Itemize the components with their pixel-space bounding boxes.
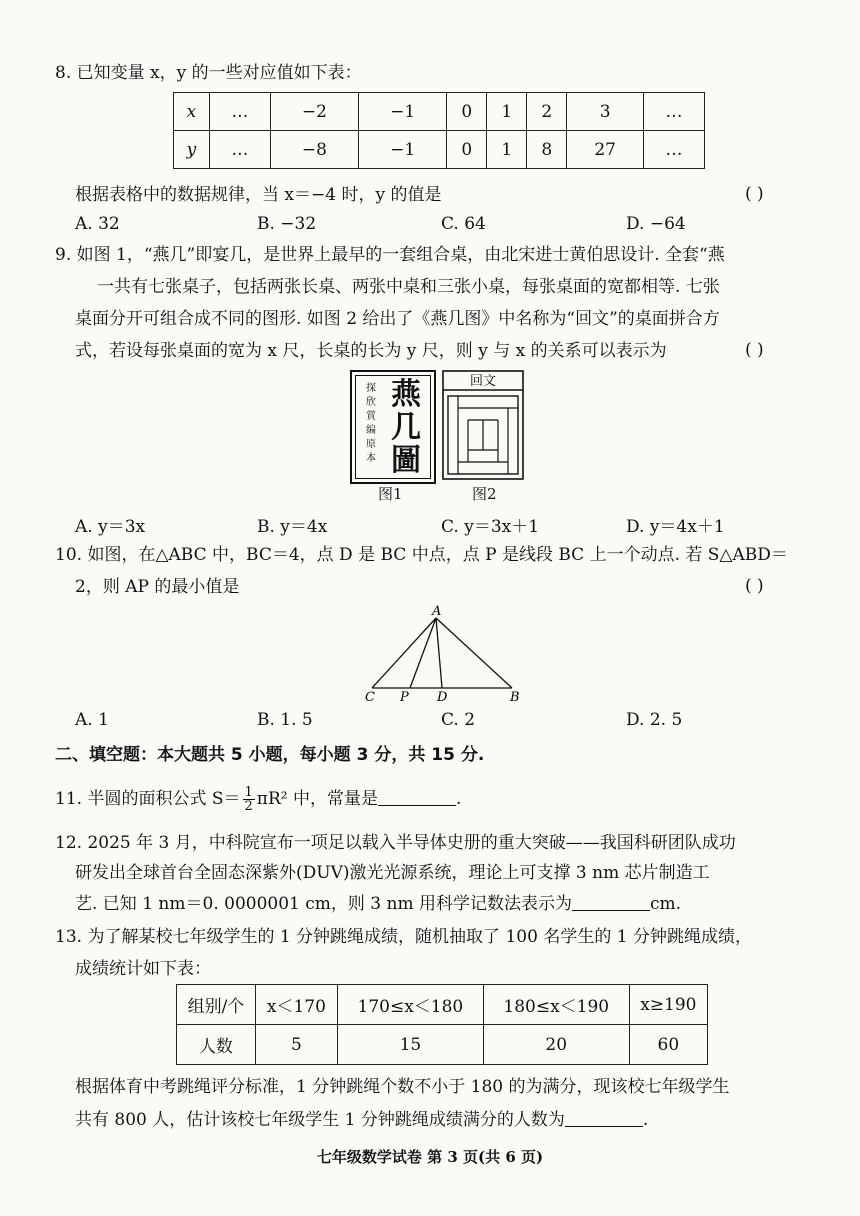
q13-table-count-cell: 5 (255, 1025, 337, 1065)
fig2-huiwen-diagram (442, 370, 524, 480)
q9-figure-1 (350, 370, 436, 484)
side-ab (436, 618, 512, 688)
q12-line3-end: cm. (649, 894, 682, 914)
q8-table-y-cell: … (644, 131, 705, 169)
q9-answer-paren: ( ) (745, 340, 764, 360)
fig1-small-char: 欣 (366, 397, 376, 408)
q10-options (75, 710, 795, 734)
q9-figure-1-caption: 图1 (378, 485, 403, 503)
fig1-big-char: 几 (391, 410, 421, 445)
q10-answer-paren: ( ) (745, 576, 764, 596)
q8-table-y-cell: 27 (567, 131, 644, 169)
q13-answer-blank[interactable] (565, 1108, 643, 1127)
q11-line (55, 784, 461, 814)
q11-frac-num: 1 (244, 785, 253, 800)
q11-answer-blank[interactable] (378, 787, 456, 806)
q12-line3: 艺. 已知 1 nm＝0. 0000001 cm，则 3 nm 用科学记数法表示为 (75, 894, 572, 914)
fig1-title-text (384, 378, 428, 477)
q8-options (75, 214, 795, 238)
q10-line1: 10. 如图，在△ABC 中，BC＝4，点 D 是 BC 中点，点 P 是线段 BC 上一个动点. 若 S△ABD＝ (55, 545, 788, 565)
q13-line1: 13. 为了解某校七年级学生的 1 分钟跳绳成绩，随机抽取了 100 名学生的 1 分钟跳绳成绩， (55, 927, 752, 947)
q8-table-x-cell: −1 (359, 93, 447, 131)
q8-option-a: A. 32 (75, 214, 120, 234)
q8-table-y-cell: 0 (447, 131, 487, 169)
q9-option-d: D. y＝4x＋1 (626, 517, 725, 537)
q13-table-count-cell: 60 (629, 1025, 707, 1065)
q10-triangle-figure (360, 600, 530, 706)
q9-option-c: C. y＝3x＋1 (441, 517, 540, 537)
q10-line2: 2，则 AP 的最小值是 (75, 577, 240, 597)
q8-table-x-cell: … (209, 93, 270, 131)
q9-figure-2-caption: 图2 (472, 485, 497, 503)
q8-table-y-cell: −1 (359, 131, 447, 169)
q8-table-x-cell: 3 (567, 93, 644, 131)
q13-table-header-cell: x＜170 (255, 985, 337, 1025)
q10-option-a: A. 1 (75, 710, 109, 730)
q9-figure-2 (442, 370, 524, 480)
q13-table-header-cell: 170≤x＜180 (337, 985, 483, 1025)
q13-end: . (642, 1110, 649, 1130)
q8-option-d: D. −64 (626, 214, 686, 234)
q8-table-x-cell: x (174, 93, 210, 131)
q13-table-header-cell: x≥190 (629, 985, 707, 1025)
fig1-big-char: 圖 (391, 443, 421, 478)
q8-table-y-cell: −8 (270, 131, 358, 169)
q9-line1: 9. 如图 1，“燕几”即宴几，是世界上最早的一套组合桌，由北宋进士黄伯思设计. 全套“燕 (55, 245, 725, 265)
side-ac (372, 618, 436, 688)
q8-table-y-cell: y (174, 131, 210, 169)
q8-table-x-cell: −2 (270, 93, 358, 131)
q10-option-b: B. 1. 5 (257, 710, 313, 730)
section-2-heading: 二、填空题：本大题共 5 小题，每小题 3 分，共 15 分. (55, 745, 485, 765)
label-c: C (365, 690, 375, 705)
q8-stem: 8. 已知变量 x，y 的一些对应值如下表： (55, 63, 362, 83)
fig2-title: 回文 (469, 374, 497, 389)
q11-end: . (455, 789, 462, 809)
q9-line2: 一共有七张桌子，包括两张长桌、两张中桌和三张小桌，每张桌面的宽都相等. 七张 (97, 277, 720, 297)
q13-line4: 共有 800 人，估计该校七年级学生 1 分钟跳绳成绩满分的人数为 (75, 1110, 565, 1130)
fig1-small-char: 编 (366, 425, 376, 436)
label-p: P (400, 690, 409, 705)
q13-table-header-cell: 180≤x＜190 (483, 985, 629, 1025)
q9-option-b: B. y＝4x (257, 517, 328, 537)
q9-options (75, 512, 795, 536)
q8-question: 根据表格中的数据规律，当 x＝−4 时，y 的值是 (75, 185, 442, 205)
q13-line3: 根据体育中考跳绳评分标准，1 分钟跳绳个数不小于 180 的为满分，现该校七年级学生 (75, 1077, 730, 1097)
q10-option-d: D. 2. 5 (626, 710, 683, 730)
q13-line2: 成绩统计如下表： (75, 959, 211, 979)
q11-post: πR² 中，常量是 (256, 789, 378, 809)
segment-ad (436, 618, 442, 688)
page-footer: 七年级数学试卷 第 3 页(共 6 页) (316, 1148, 544, 1166)
q13-line4-wrap (75, 1108, 648, 1131)
q8-table-y-cell: 1 (487, 131, 527, 169)
q10-option-c: C. 2 (441, 710, 476, 730)
q13-table (176, 984, 708, 1065)
q11-frac-den: 2 (244, 799, 253, 814)
q12-line1: 12. 2025 年 3 月，中科院宣布一项足以载入半导体史册的重大突破——我国科研团队成功 (55, 833, 736, 853)
q11-fraction (243, 786, 255, 813)
q8-table-y-cell: 8 (527, 131, 567, 169)
q12-line2: 研发出全球首台全固态深紫外(DUV)激光光源系统，理论上可支撑 3 nm 芯片制造工 (75, 863, 710, 883)
label-d: D (437, 690, 448, 705)
q9-line3: 桌面分开可组合成不同的图形. 如图 2 给出了《燕几图》中名称为“回文”的桌面拼合方 (75, 309, 720, 329)
fig1-small-char: 賞 (366, 411, 376, 422)
q13-table-count-cell: 人数 (177, 1025, 256, 1065)
label-a: A (432, 604, 442, 619)
q12-answer-blank[interactable] (572, 892, 650, 911)
fig1-small-char: 探 (366, 383, 376, 394)
q8-table-x-cell: 1 (487, 93, 527, 131)
fig1-small-char: 本 (366, 453, 376, 464)
q11-pre: 11. 半圆的面积公式 S＝ (55, 789, 241, 809)
q8-option-c: C. 64 (441, 214, 486, 234)
q13-table-count-cell: 15 (337, 1025, 483, 1065)
q8-table (173, 92, 705, 169)
q9-option-a: A. y＝3x (75, 517, 146, 537)
q8-answer-paren: ( ) (745, 184, 764, 204)
fig1-small-char: 原 (366, 439, 376, 450)
q9-line4: 式，若设每张桌面的宽为 x 尺，长桌的长为 y 尺，则 y 与 x 的关系可以表示为 (75, 341, 667, 361)
q8-table-x-cell: 0 (447, 93, 487, 131)
fig1-small-text (360, 382, 382, 466)
q8-option-b: B. −32 (257, 214, 317, 234)
q13-table-header-cell: 组别/个 (177, 985, 256, 1025)
q8-table-x-cell: 2 (527, 93, 567, 131)
q8-table-x-cell: … (644, 93, 705, 131)
label-b: B (510, 690, 520, 705)
segment-ap (410, 618, 436, 688)
fig1-big-char: 燕 (391, 377, 421, 412)
q13-table-count-cell: 20 (483, 1025, 629, 1065)
q8-table-y-cell: … (209, 131, 270, 169)
q12-line3-wrap (75, 892, 681, 915)
